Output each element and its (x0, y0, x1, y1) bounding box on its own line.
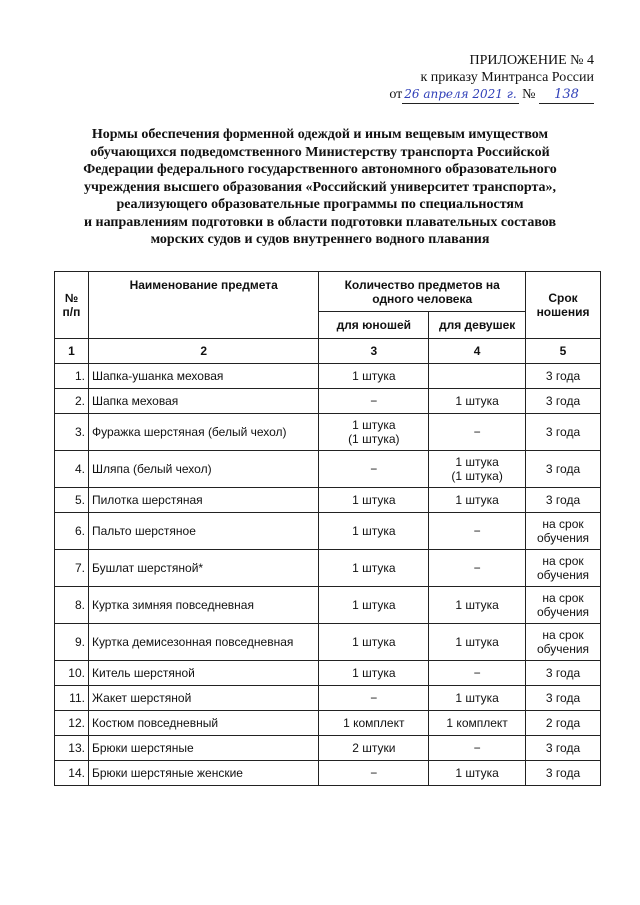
item-name: Жакет шерстяной (88, 686, 318, 711)
col-number: 1 (55, 339, 89, 364)
header-row (55, 272, 601, 312)
table-row (55, 686, 601, 711)
col-number: 3 (319, 339, 429, 364)
qty-boys: 1 штука (319, 550, 429, 587)
wear-term: 3 года (526, 414, 601, 451)
row-number: 7. (55, 550, 89, 587)
row-number: 13. (55, 736, 89, 761)
table-row (55, 624, 601, 661)
qty-boys: − (319, 389, 429, 414)
wear-term: 3 года (526, 661, 601, 686)
title-line: обучающихся подведомственного Министерству транспорта Российской (90, 144, 550, 160)
appendix-date-number (389, 86, 594, 104)
item-name: Шляпа (белый чехол) (88, 451, 318, 488)
row-number: 5. (55, 488, 89, 513)
col-number: 4 (429, 339, 526, 364)
table-row (55, 513, 601, 550)
header-name: Наименование предмета (88, 272, 318, 339)
item-name: Куртка демисезонная повседневная (88, 624, 318, 661)
table-row (55, 364, 601, 389)
qty-girls: 1 комплект (429, 711, 526, 736)
item-name: Бушлат шерстяной* (88, 550, 318, 587)
col-number: 2 (88, 339, 318, 364)
table-row (55, 451, 601, 488)
qty-girls: − (429, 550, 526, 587)
qty-girls: 1 штука (429, 761, 526, 786)
handwritten-date: 26 апреля 2021 г. (402, 86, 518, 104)
wear-term: на срок обучения (526, 550, 601, 587)
item-name: Фуражка шерстяная (белый чехол) (88, 414, 318, 451)
qty-girls (429, 364, 526, 389)
row-number: 9. (55, 624, 89, 661)
header-girls: для девушек (429, 312, 526, 339)
row-number: 3. (55, 414, 89, 451)
row-number: 1. (55, 364, 89, 389)
qty-boys: 1 штука (319, 661, 429, 686)
table-row (55, 736, 601, 761)
wear-term: 3 года (526, 736, 601, 761)
qty-girls: − (429, 414, 526, 451)
item-name: Куртка зимняя повседневная (88, 587, 318, 624)
table-body (55, 364, 601, 786)
wear-term: 3 года (526, 389, 601, 414)
row-number: 4. (55, 451, 89, 488)
table-row (55, 761, 601, 786)
qty-boys: 1 комплект (319, 711, 429, 736)
item-name: Шапка меховая (88, 389, 318, 414)
qty-boys: 1 штука (319, 364, 429, 389)
number-label: № (522, 87, 536, 102)
item-name: Костюм повседневный (88, 711, 318, 736)
qty-girls: 1 штука (1 штука) (429, 451, 526, 488)
table-row (55, 488, 601, 513)
qty-boys: 1 штука (319, 488, 429, 513)
qty-boys: 1 штука (319, 587, 429, 624)
header-num: № п/п (55, 272, 89, 339)
column-numbers-row (55, 339, 601, 364)
wear-term: 3 года (526, 488, 601, 513)
qty-girls: 1 штука (429, 624, 526, 661)
wear-term: 2 года (526, 711, 601, 736)
qty-boys: 2 штуки (319, 736, 429, 761)
item-name: Китель шерстяной (88, 661, 318, 686)
qty-boys: − (319, 451, 429, 488)
appendix-title: ПРИЛОЖЕНИЕ № 4 (469, 53, 594, 68)
qty-girls: 1 штука (429, 587, 526, 624)
qty-girls: − (429, 661, 526, 686)
title-line: Нормы обеспечения форменной одеждой и иным вещевым имуществом (91, 127, 549, 142)
qty-girls: 1 штука (429, 488, 526, 513)
wear-term: 3 года (526, 451, 601, 488)
title-line: Федерации федерального государственного автономного образовательного (83, 162, 557, 177)
wear-term: на срок обучения (526, 624, 601, 661)
document-title (40, 126, 600, 249)
title-line: морских судов и судов внутреннего водного плавания (150, 232, 490, 247)
header-qty: Количество предметов на одного человека (319, 272, 526, 312)
item-name: Брюки шерстяные женские (88, 761, 318, 786)
row-number: 2. (55, 389, 89, 414)
handwritten-number: 138 (539, 86, 594, 104)
norms-table (54, 271, 601, 786)
title-line: реализующего образовательные программы по специальностям (116, 197, 524, 212)
row-number: 6. (55, 513, 89, 550)
wear-term: на срок обучения (526, 513, 601, 550)
table-row (55, 711, 601, 736)
row-number: 11. (55, 686, 89, 711)
table-row (55, 414, 601, 451)
item-name: Пилотка шерстяная (88, 488, 318, 513)
appendix-order: к приказу Минтранса России (420, 70, 594, 85)
table-row (55, 587, 601, 624)
appendix-block (389, 52, 594, 104)
header-boys: для юношей (319, 312, 429, 339)
qty-boys: − (319, 761, 429, 786)
title-line: и направлениям подготовки в области подготовки плавательных составов (83, 214, 557, 230)
qty-girls: 1 штука (429, 686, 526, 711)
qty-girls: − (429, 513, 526, 550)
table-row (55, 550, 601, 587)
from-prefix: от (389, 87, 403, 102)
item-name: Шапка-ушанка меховая (88, 364, 318, 389)
row-number: 8. (55, 587, 89, 624)
row-number: 14. (55, 761, 89, 786)
qty-boys: − (319, 686, 429, 711)
wear-term: 3 года (526, 761, 601, 786)
wear-term: 3 года (526, 686, 601, 711)
qty-boys: 1 штука (1 штука) (319, 414, 429, 451)
qty-girls: 1 штука (429, 389, 526, 414)
qty-boys: 1 штука (319, 624, 429, 661)
qty-girls: − (429, 736, 526, 761)
row-number: 10. (55, 661, 89, 686)
header-term: Срок ношения (526, 272, 601, 339)
table-row (55, 661, 601, 686)
title-line: учреждения высшего образования «Российский университет транспорта», (84, 179, 556, 195)
qty-boys: 1 штука (319, 513, 429, 550)
table-row (55, 389, 601, 414)
col-number: 5 (526, 339, 601, 364)
item-name: Пальто шерстяное (88, 513, 318, 550)
wear-term: на срок обучения (526, 587, 601, 624)
row-number: 12. (55, 711, 89, 736)
item-name: Брюки шерстяные (88, 736, 318, 761)
wear-term: 3 года (526, 364, 601, 389)
